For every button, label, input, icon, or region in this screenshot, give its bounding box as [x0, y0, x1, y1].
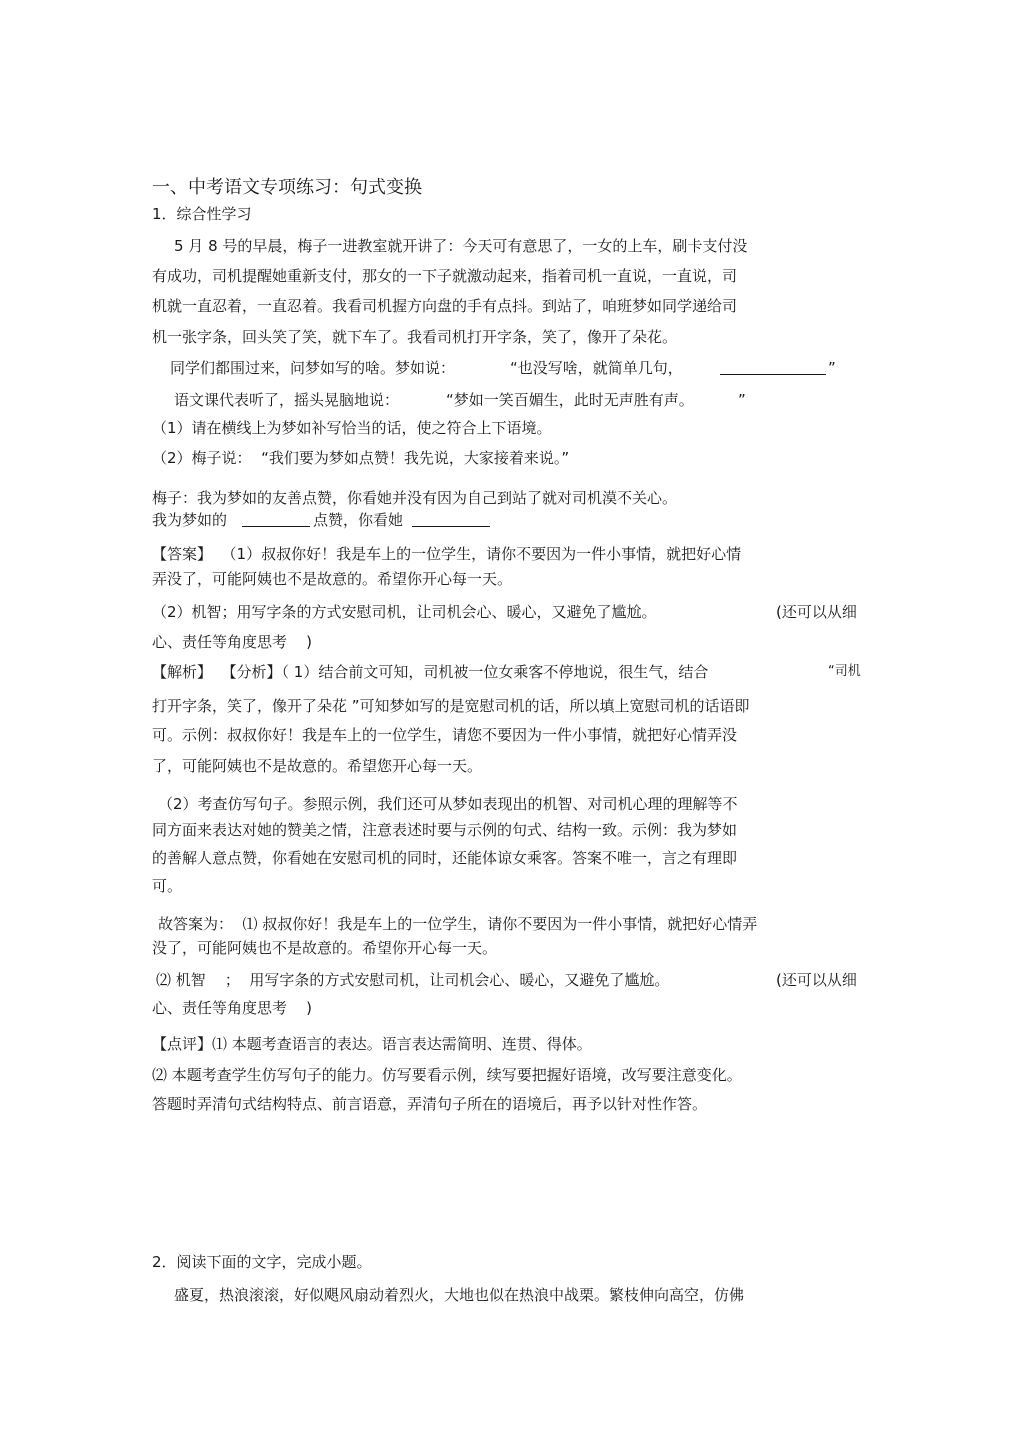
analysis-line: （2）考查仿写句子。参照示例，我们还可从梦如表现出的机智、对司机心理的理解等不: [158, 795, 738, 813]
final-answer-line: 心、责任等角度思考 ): [152, 999, 312, 1017]
question-2-label: 2．阅读下面的文字，完成小题。: [152, 1253, 372, 1271]
answer-line-tail: (还可以从细: [776, 603, 857, 621]
final-answer-line: ⑵ 机智 ； 用写字条的方式安慰司机，让司机会心、暖心，又避免了尴尬。: [156, 971, 670, 989]
example-line: 梅子：我为梦如的友善点赞，你看她并没有因为自己到站了就对司机漠不关心。: [152, 489, 678, 507]
question-1-label: 1．综合性学习: [152, 205, 252, 223]
analysis-line: 可。: [152, 877, 183, 895]
analysis-line: 的善解人意点赞，你看她在安慰司机的同时，还能体谅女乘客。答案不唯一，言之有理即: [152, 849, 738, 867]
final-answer-line: 没了，可能阿姨也不是故意的。希望你开心每一天。: [152, 939, 498, 957]
answer-blank: [720, 360, 826, 375]
analysis-line: 同方面来表达对她的赞美之情，注意表述时要与示例的句式、结构一致。示例：我为梦如: [152, 821, 738, 839]
passage-line: 同学们都围过来，问梦如写的啥。梦如说：: [170, 359, 456, 377]
answer-line: 心、责任等角度思考 ): [152, 633, 312, 651]
final-answer-line-tail: (还可以从细: [776, 971, 857, 989]
sub-question-1: （1）请在横线上为梦如补写恰当的话，使之符合上下语境。: [152, 419, 552, 437]
analysis-line: 【解析】 【分析】（ 1）结合前文可知，司机被一位女乘客不停地说，很生气，结合: [152, 663, 709, 681]
passage-line: 5 月 8 号的早晨，梅子一进教室就开讲了：今天可有意思了，一女的上车，刷卡支付没: [174, 237, 748, 255]
passage-line: 机就一直忍着，一直忍着。我看司机握方向盘的手有点抖。到站了，咱班梦如同学递给司: [152, 297, 738, 315]
passage-quote: “梦如一笑百媚生，此时无声胜有声。: [446, 391, 694, 409]
review-line: 【点评】⑴ 本题考查语言的表达。语言表达需简明、连贯、得体。: [152, 1035, 592, 1053]
answer-line: 【答案】 （1）叔叔你好！我是车上的一位学生，请你不要因为一件小事情，就把好心情: [152, 545, 742, 563]
quote-mark: ”: [828, 359, 836, 377]
fill-line-start: 我为梦如的: [152, 511, 228, 529]
answer-blank: [242, 512, 310, 527]
analysis-line: 可。示例：叔叔你好！我是车上的一位学生，请您不要因为一件小事情，就把好心情弄没: [152, 726, 738, 744]
passage-line: 机一张字条，回头笑了笑，就下车了。我看司机打开字条，笑了，像开了朵花。: [152, 328, 678, 346]
review-line: ⑵ 本题考查学生仿写句子的能力。仿写要看示例，续写要把握好语境，改写要注意变化。: [152, 1066, 742, 1084]
analysis-line: 打开字条，笑了，像开了朵花 ”可知梦如写的是宽慰司机的话，所以填上宽慰司机的话语即: [152, 697, 750, 715]
sub-question-2: （2）梅子说： “我们要为梦如点赞！我先说，大家接着来说。”: [152, 449, 570, 467]
passage-line: 盛夏，热浪滚滚，好似飓风扇动着烈火，大地也似在热浪中战栗。繁枝伸向高空，仿佛: [174, 1286, 745, 1304]
answer-line: 弄没了，可能阿姨也不是故意的。希望你开心每一天。: [152, 570, 513, 588]
passage-line: 语文课代表听了，摇头晃脑地说：: [174, 391, 400, 409]
final-answer-line: 故答案为： ⑴ 叔叔你好！我是车上的一位学生，请你不要因为一件小事情，就把好心情弄: [158, 915, 758, 933]
fill-line-mid: 点赞，你看她: [313, 511, 404, 529]
answer-line: （2）机智；用写字条的方式安慰司机，让司机会心、暖心，又避免了尴尬。: [152, 603, 657, 621]
answer-blank: [412, 512, 490, 527]
analysis-line: 了，可能阿姨也不是故意的。希望您开心每一天。: [152, 757, 483, 775]
passage-line: 有成功，司机提醒她重新支付，那女的一下子就激动起来，指着司机一直说，一直说，司: [152, 267, 738, 285]
review-line: 答题时弄清句式结构特点、前言语意，弄清句子所在的语境后，再予以针对性作答。: [152, 1095, 708, 1113]
analysis-line-tail: “司机: [828, 664, 861, 679]
passage-quote: “也没写啥，就简单几句，: [510, 359, 683, 377]
quote-mark: ”: [738, 391, 746, 409]
page-title: 一、中考语文专项练习：句式变换: [152, 177, 422, 198]
